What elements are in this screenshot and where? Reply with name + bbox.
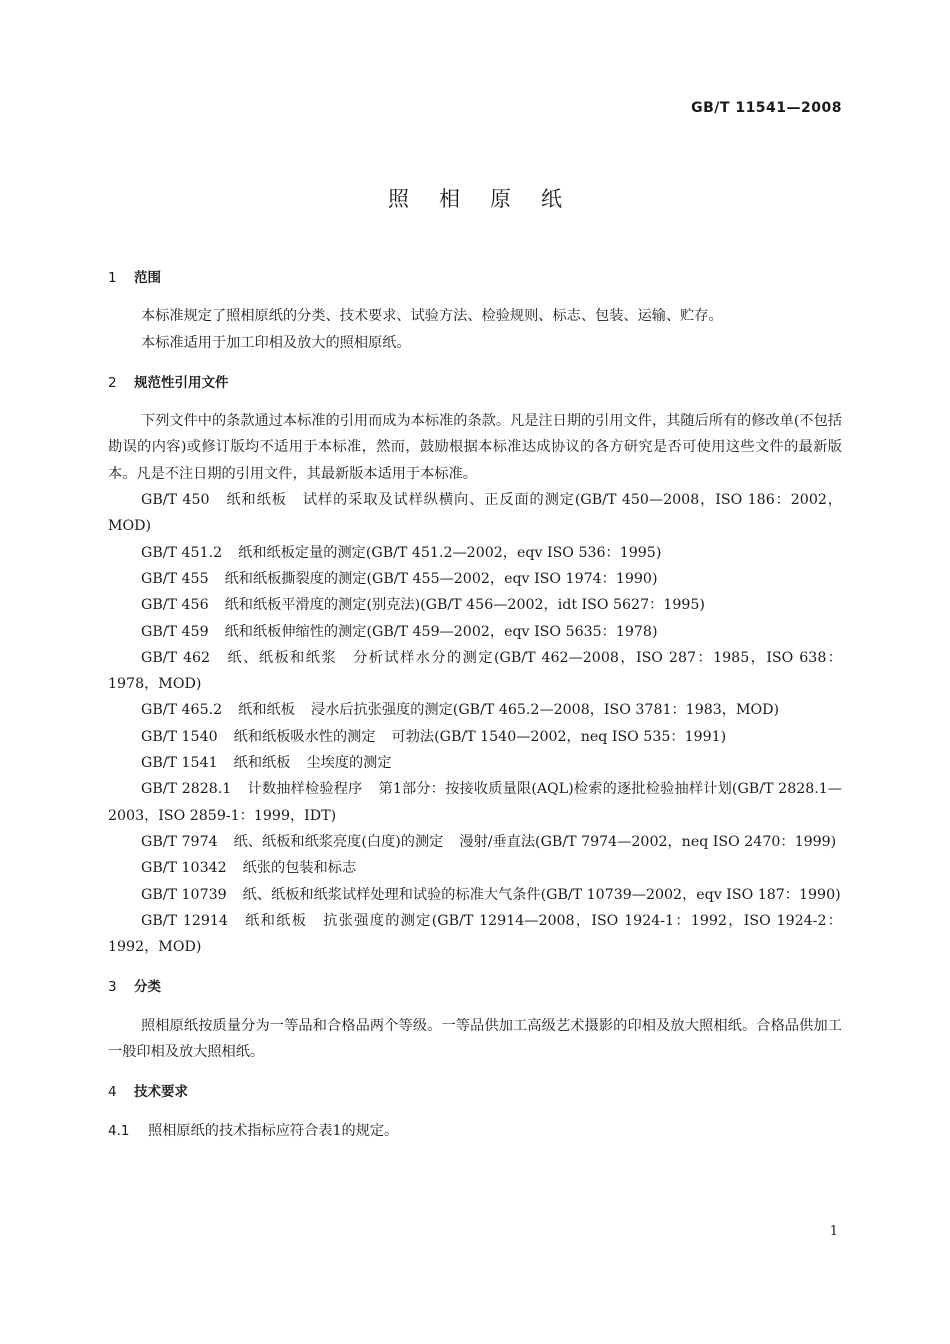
- reference-item: [108, 855, 842, 881]
- section-2-intro: 下列文件中的条款通过本标准的引用而成为本标准的条款。凡是注日期的引用文件，其随后所有的修改单(不包括勘误的内容)或修订版均不适用于本标准，然而，鼓励根据本标准达成协议的各方研究是否可使用这些文件的最新版本。凡是不注日期的引用文件，其最新版本适用于本标准。: [108, 413, 842, 482]
- reference-title: 纸和纸板撕裂度的测定(GB/T 455—2002，eqv ISO 1974：1990): [224, 570, 658, 587]
- section-1-paragraph-2: 本标准适用于加工印相及放大的照相原纸。: [141, 334, 411, 351]
- reference-code: GB/T 459: [141, 623, 209, 640]
- subsection-text: 照相原纸的技术指标应符合表1的规定。: [148, 1122, 399, 1139]
- reference-item: [108, 776, 842, 829]
- section-title: 分类: [134, 979, 161, 996]
- subsection-4-1: [108, 1118, 842, 1144]
- page-number: 1: [829, 1224, 838, 1239]
- reference-main-title: 纸和纸板: [238, 702, 295, 719]
- standard-code: GB/T 11541—2008: [691, 100, 842, 116]
- reference-code: GB/T 465.2: [141, 702, 223, 719]
- document-title: 照相原纸: [388, 187, 592, 211]
- reference-title: 纸和纸板定量的测定(GB/T 451.2—2002，eqv ISO 536：1995): [238, 544, 662, 561]
- reference-code: GB/T 10739: [141, 886, 227, 903]
- reference-item: [108, 908, 842, 961]
- reference-code: GB/T 2828.1: [141, 781, 232, 798]
- reference-item: [108, 697, 842, 723]
- reference-main-title: 纸和纸板: [225, 492, 287, 509]
- reference-code: GB/T 1540: [141, 728, 218, 745]
- document-body: [108, 259, 842, 1144]
- reference-main-title: 纸和纸板: [243, 912, 308, 929]
- reference-title: 纸和纸板伸缩性的测定(GB/T 459—2002，eqv ISO 5635：1978): [224, 623, 658, 640]
- reference-code: GB/T 7974: [141, 833, 218, 850]
- reference-sub-title: 分析试样水分的测定(GB/T 462—2008，ISO 287：1985，ISO 638：1978，MOD): [108, 649, 842, 693]
- section-title: 技术要求: [134, 1084, 188, 1101]
- section-number: 1: [108, 270, 117, 286]
- reference-sub-title: 尘埃度的测定: [306, 755, 392, 772]
- reference-item: [108, 540, 842, 566]
- reference-main-title: 纸和纸板: [233, 755, 291, 772]
- reference-sub-title: 漫射/垂直法(GB/T 7974—2002，neq ISO 2470：1999): [459, 833, 837, 850]
- reference-code: GB/T 456: [141, 597, 209, 614]
- section-4-heading: [108, 1079, 842, 1105]
- section-1-heading: [108, 265, 842, 291]
- reference-main-title: 纸和纸板吸水性的测定: [233, 728, 376, 745]
- subsection-number: 4.1: [108, 1122, 130, 1139]
- reference-item: [108, 566, 842, 592]
- reference-main-title: 纸、纸板和纸浆亮度(白度)的测定: [233, 833, 444, 850]
- reference-item: [108, 619, 842, 645]
- section-2-heading: [108, 370, 842, 396]
- reference-sub-title: 试样的采取及试样纵横向、正反面的测定(GB/T 450—2008，ISO 186：2002，MOD): [108, 492, 842, 535]
- reference-item: [108, 487, 842, 540]
- reference-title: 纸、纸板和纸浆试样处理和试验的标准大气条件(GB/T 10739—2002，eqv ISO 187：1990): [242, 886, 841, 903]
- reference-sub-title: 可勃法(GB/T 1540—2002，neq ISO 535：1991): [391, 728, 727, 745]
- section-3-paragraph: 照相原纸按质量分为一等品和合格品两个等级。一等品供加工高级艺术摄影的印相及放大照相纸。合格品供加工一般印相及放大照相纸。: [108, 1017, 842, 1061]
- reference-code: GB/T 1541: [141, 755, 218, 772]
- reference-sub-title: 第1部分：按接收质量限(AQL)检索的逐批检验抽样计划(GB/T 2828.1—2003，ISO 2859-1：1999，IDT): [108, 781, 842, 824]
- reference-code: GB/T 450: [141, 492, 210, 509]
- reference-main-title: 纸、纸板和纸浆: [226, 649, 338, 666]
- reference-code: GB/T 10342: [141, 860, 227, 877]
- section-number: 3: [108, 979, 117, 996]
- section-1-paragraph-1: 本标准规定了照相原纸的分类、技术要求、试验方法、检验规则、标志、包装、运输、贮存。: [141, 308, 723, 325]
- section-number: 2: [108, 374, 117, 391]
- reference-code: GB/T 455: [141, 570, 209, 587]
- reference-item: [108, 882, 842, 908]
- reference-code: GB/T 451.2: [141, 544, 223, 561]
- reference-item: [108, 829, 842, 855]
- reference-title: 纸和纸板平滑度的测定(别克法)(GB/T 456—2002，idt ISO 5627：1995): [224, 597, 705, 614]
- section-3-heading: [108, 974, 842, 1000]
- reference-code: GB/T 462: [141, 649, 211, 666]
- reference-item: [108, 592, 842, 618]
- section-title: 范围: [134, 270, 161, 286]
- reference-item: [108, 750, 842, 776]
- reference-sub-title: 抗张强度的测定(GB/T 12914—2008，ISO 1924-1：1992，ISO 1924-2：1992，MOD): [108, 912, 842, 956]
- reference-code: GB/T 12914: [141, 912, 228, 929]
- reference-main-title: 计数抽样检验程序: [247, 781, 363, 798]
- reference-title: 纸张的包装和标志: [242, 860, 357, 877]
- section-number: 4: [108, 1084, 117, 1101]
- reference-item: [108, 645, 842, 698]
- reference-item: [108, 724, 842, 750]
- section-title: 规范性引用文件: [134, 374, 229, 391]
- reference-sub-title: 浸水后抗张强度的测定(GB/T 465.2—2008，ISO 3781：1983，MOD): [310, 702, 780, 719]
